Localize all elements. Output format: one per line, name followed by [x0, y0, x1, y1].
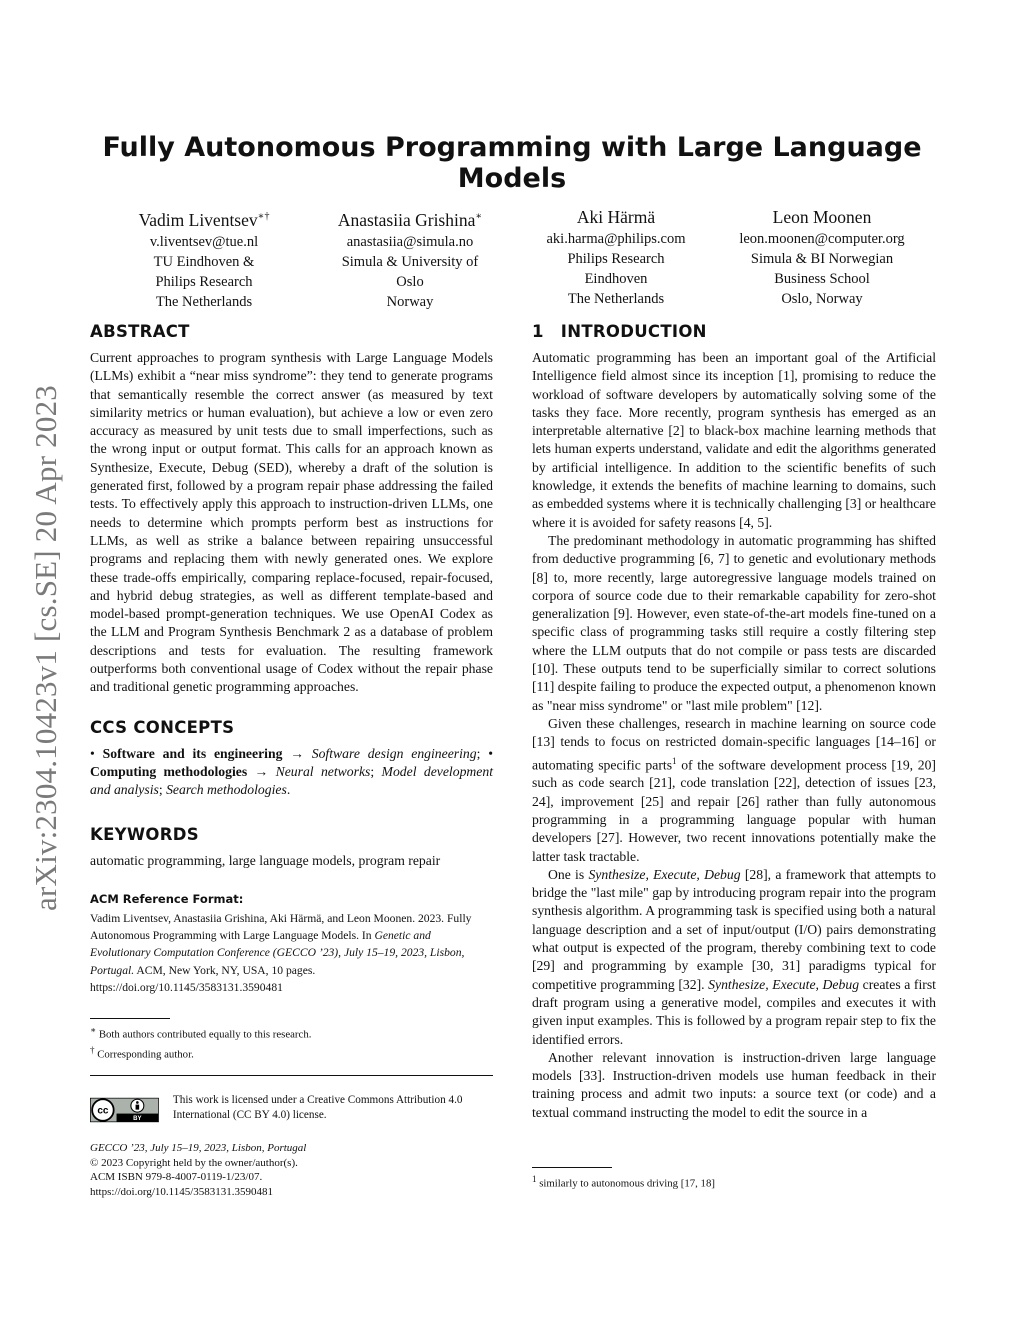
sed-term: Synthesize, Execute, Debug: [708, 976, 860, 992]
doi-link[interactable]: https://doi.org/10.1145/3583131.3590481: [90, 1185, 274, 1198]
abstract-text: Current approaches to program synthesis with Large Language Models (LLMs) exhibit a “near miss syndrome”: they tend to generate programs that semantically resemble the correct answer (as measured by text similarity metrics or human evaluation), but achieve a low or even zero accuracy as measured by unit tests due to small imperfections, such as the wrong input or output format. This calls for an approach known as Synthesize, Execute, Debug (SED), whereby a draft of the solution is generated first, followed by a program repair phase addressing the failed tests. To effectively apply this approach to instruction-driven LLMs, one needs to determine which prompts perform best as instructions for LLMs, as well as strike a balance between repairing unsuccessful programs and replacing them with newly generated ones. We explore these trade-offs empirically, comparing replace-focused, repair-focused, and hybrid debug strategies, as well as different template-based and model-based prompt-generation techniques. We use OpenAI Codex as the LLM and Program Synthesis Benchmark 2 as a database of problem descriptions and tests for evaluation. The resulting framework outperforms both conventional usage of Codex without the repair phase and traditional genetic programming approaches.: [90, 350, 493, 695]
ccs-concept: Software and its engineering: [102, 745, 283, 761]
section-title: INTRODUCTION: [560, 322, 707, 341]
intro-paragraph: Automatic programming has been an important goal of the Artificial Intelligence field almost since its inception [1], promising to reduce the workload of software developers by automatically solving some of the tasks they face. More recently, program synthesis has emerged as an interpretable alternative [2] to black-box machine learning methods that lets human experts understand, validate and edit the algorithms generated by artificial intelligence. In addition to the scientific benefits of such knowledge, it extends the benefits of machine learning to domains, such as embedded systems where it is technically challenging [3] or healthcare where it is avoided for safety reasons [4, 5].: [532, 350, 936, 530]
license-text: This work is licensed under a Creative Commons Attribution 4.0 International (CC BY 4.0) license.: [172, 1094, 463, 1121]
license-block: [90, 1075, 493, 1199]
paper-title: Fully Autonomous Programming with Large Language Models: [102, 132, 922, 194]
bullet: •: [488, 745, 494, 761]
author-affiliation: Philips Research: [567, 251, 665, 267]
separator: ;: [370, 763, 375, 779]
author-name: Aki Härmä: [576, 207, 656, 227]
footnote-rule: [532, 1167, 612, 1168]
sed-term: Synthesize, Execute, Debug: [588, 866, 741, 882]
arxiv-sidebar: [30, 350, 62, 945]
author-name: Vadim Liventsev: [138, 209, 258, 230]
ccs-concept: Model development and analysis: [90, 763, 494, 798]
intro-text: One is: [548, 866, 589, 882]
ccs-concept: Neural networks: [275, 763, 371, 779]
footnote-number: 1: [532, 1174, 537, 1184]
author-affiliation: The Netherlands: [567, 291, 665, 307]
ccs-concept: Computing methodologies: [90, 763, 248, 779]
left-column: [90, 321, 493, 1063]
footnote-equal: ∗ Both authors contributed equally to this research.: [90, 1025, 312, 1041]
keywords-heading: KEYWORDS: [90, 824, 199, 844]
intro-paragraph: The predominant methodology in automatic programming has shifted from deductive programming [6, 7] to genetic and evolutionary methods [8] to, more recently, large autoregressive language models trained on corpora of source code due to their remarkable capability for zero-shot generalization [9]. However, even state-of-the-art models fine-tuned on a specific class of programming tasks still require a costly filtering step where the LLM outputs that do not compile or pass tests are discarded [10]. These outputs tend to be superficially similar to correct solutions [11] despite failing to produce the expected output, a phenomenon known as "near miss syndrome" or "last mile problem" [12].: [532, 532, 936, 713]
intro-text: [28], a framework that attempts to bridge the "last mile" gap by introducing program repair into the program synthesis algorithm. A programming task is specified using both a natural language description and a set of input/output (I/O) pairs demonstrating what output is expected of the program, thereby combining text to code [29] and programming by example [30, 31] paradigms typical for competitive programming [32].: [532, 866, 936, 992]
ccs-heading: CCS CONCEPTS: [90, 717, 235, 737]
author-affiliation: TU Eindhoven &: [153, 253, 255, 270]
author-affiliation: Norway: [386, 293, 434, 310]
intro-paragraph: [532, 715, 936, 866]
arxiv-identifier: arXiv:2304.10423v1 [cs.SE] 20 Apr 2023: [28, 384, 63, 911]
separator: ;: [476, 745, 481, 761]
footnote-text: Corresponding author.: [97, 1048, 194, 1061]
author-block: [516, 205, 716, 309]
acm-reference-part: Vadim Liventsev, Anastasiia Grishina, Aki Härmä, and Leon Moonen. 2023. Fully Autonomous Programming with Large Language Models. In: [90, 911, 472, 943]
cc-by-badge-icon[interactable]: [90, 1093, 159, 1127]
footnote-corresponding: † Corresponding author.: [90, 1044, 194, 1061]
intro-text: of the software development process [19, 20] such as code search [21], code translation [22], detection of issues [23, 24], improvement [25] and repair [26] rather than fully autonomous programming in a programming language popular with human developers [27]. However, two recent innovations potentially make the latter task tractable.: [532, 757, 936, 864]
acm-reference-heading: ACM Reference Format:: [90, 891, 244, 906]
arrow: →: [290, 745, 304, 761]
author-affiliation: Oslo: [396, 273, 424, 290]
keywords-text: automatic programming, large language models, program repair: [90, 852, 441, 868]
ccs-concept: Software design engineering: [311, 745, 477, 761]
acm-reference-text: [90, 910, 493, 996]
footnote-marker: 1: [672, 755, 677, 766]
separator: ;: [158, 782, 163, 798]
author-block: [310, 205, 510, 312]
copyright-line: © 2023 Copyright held by the owner/author(s).: [90, 1156, 298, 1169]
author-affiliation: Philips Research: [155, 273, 253, 290]
intro-paragraph: Another relevant innovation is instruction-driven large language models [33]. Instruction-driven models use human feedback in their training process and admit two inputs: a source text (or code) and a textual command instructing the model to edit the source in a: [532, 1049, 936, 1120]
author-email[interactable]: leon.moonen@computer.org: [739, 231, 905, 247]
footnote-text: Both authors contributed equally to this research.: [98, 1028, 312, 1041]
author-affiliation: Eindhoven: [584, 271, 648, 287]
author-name: Anastasiia Grishina: [337, 209, 476, 230]
intro-paragraph: [532, 866, 936, 1049]
author-marks: ∗: [475, 211, 483, 222]
footnote: [532, 1172, 715, 1192]
footnote-text: similarly to autonomous driving [17, 18]: [539, 1177, 715, 1190]
abstract-heading: ABSTRACT: [90, 322, 190, 341]
by-badge-label: BY: [133, 1115, 142, 1123]
author-email[interactable]: aki.harma@philips.com: [546, 231, 686, 247]
section-number: 1: [532, 322, 544, 341]
conference-venue: GECCO ’23, July 15–19, 2023, Lisbon, Portugal: [90, 1142, 307, 1154]
author-affiliation: The Netherlands: [155, 293, 253, 310]
intro-text: creates a first draft program using a generative model, compiles and executes it with given input examples. This is followed by a program repair step to fix the identified errors.: [532, 976, 936, 1047]
license-details: [90, 1141, 493, 1199]
ccs-concept: Search methodologies: [166, 782, 287, 798]
author-affiliation: Simula & University of: [341, 253, 479, 270]
author-affiliation: Oslo, Norway: [781, 291, 863, 307]
right-column: [532, 321, 936, 1122]
cc-badge-label: cc: [97, 1105, 109, 1117]
author-affiliation: Business School: [774, 271, 870, 287]
bullet: •: [90, 745, 95, 761]
author-email[interactable]: v.liventsev@tue.nl: [149, 233, 259, 250]
author-affiliation: Simula & BI Norwegian: [750, 251, 894, 267]
period: .: [286, 782, 291, 798]
author-block: [104, 205, 304, 312]
acm-reference-part: ACM, New York, NY, USA, 10 pages. https://doi.org/10.1145/3583131.3590481: [90, 963, 316, 995]
author-block: [722, 205, 922, 309]
author-email[interactable]: anastasiia@simula.no: [346, 233, 474, 250]
isbn-line: ACM ISBN 979-8-4007-0119-1/23/07.: [90, 1171, 263, 1183]
intro-text: Given these challenges, research in machine learning on source code [13] tends to focus on restricted domain-specific languages [14–16] or automating specific parts: [532, 715, 936, 773]
introduction-heading: [532, 321, 936, 343]
ccs-concepts: [90, 745, 493, 800]
arrow: →: [254, 763, 269, 779]
author-name: Leon Moonen: [772, 207, 872, 227]
acm-reference-venue: Genetic and Evolutionary Computation Conference (GECCO ’23), July 15–19, 2023, Lisbon, Portugal.: [90, 929, 465, 977]
author-marks: ∗†: [257, 211, 270, 222]
footnote-rule: [90, 1018, 170, 1019]
